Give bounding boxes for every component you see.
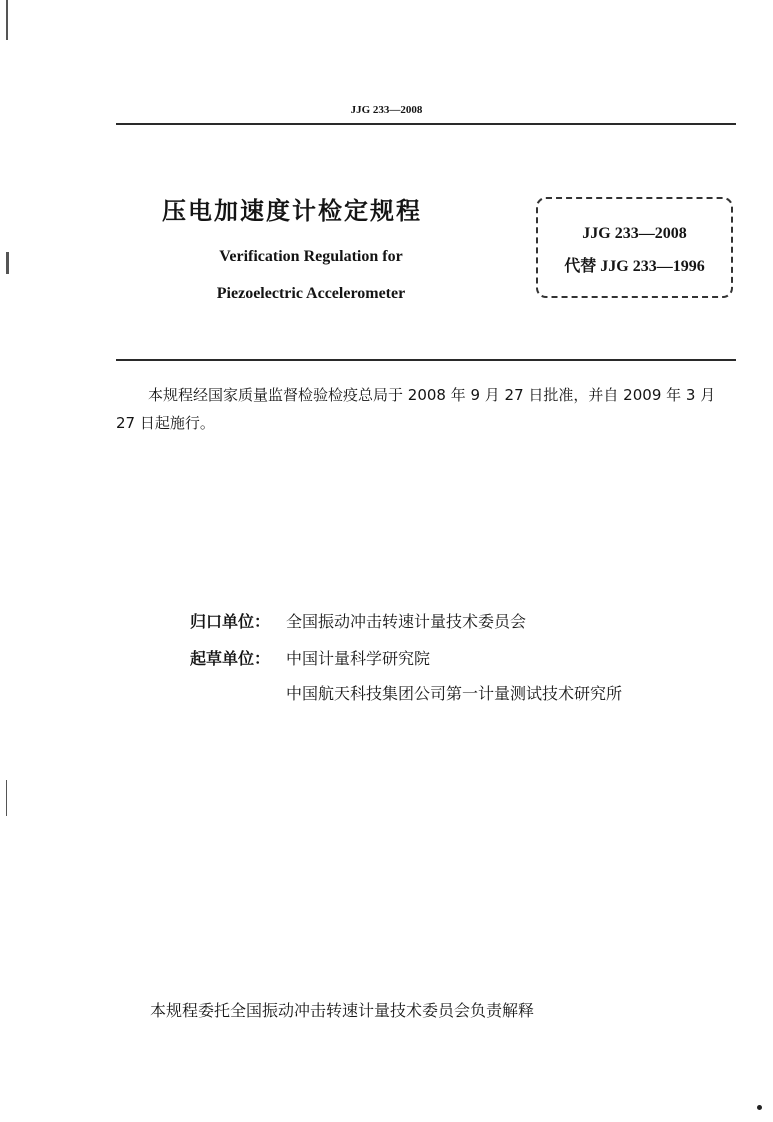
regulation-code-box xyxy=(536,197,733,298)
code-box-replaces: 代替 JJG 233—1996 xyxy=(564,258,705,275)
title-english-line1: Verification Regulation for xyxy=(219,248,403,265)
scan-edge-mark xyxy=(6,252,9,274)
scan-edge-mark xyxy=(6,0,8,40)
header-rule xyxy=(116,123,736,125)
interpretation-note: 本规程委托全国振动冲击转速计量技术委员会负责解释 xyxy=(150,1001,535,1020)
header-code: JJG 233—2008 xyxy=(350,104,423,116)
approval-paragraph: 本规程经国家质量监督检验检疫总局于 2008 年 9 月 27 日批准，并自 2009 年 3 月 27 日起施行。 xyxy=(116,386,716,432)
scan-edge-mark xyxy=(6,780,7,816)
responsible-unit-value: 全国振动冲击转速计量技术委员会 xyxy=(286,612,527,631)
responsible-unit-label: 归口单位： xyxy=(190,612,271,631)
drafting-unit-label: 起草单位： xyxy=(190,649,271,668)
drafting-unit-value-2: 中国航天科技集团公司第一计量测试技术研究所 xyxy=(286,684,623,703)
title-english-line2: Piezoelectric Accelerometer xyxy=(216,285,406,302)
drafting-unit-value-1: 中国计量科学研究院 xyxy=(286,649,431,668)
scan-speck xyxy=(757,1105,762,1110)
title-chinese: 压电加速度计检定规程 xyxy=(162,197,422,225)
title-rule xyxy=(116,359,736,361)
code-box-current: JJG 233—2008 xyxy=(582,225,687,242)
